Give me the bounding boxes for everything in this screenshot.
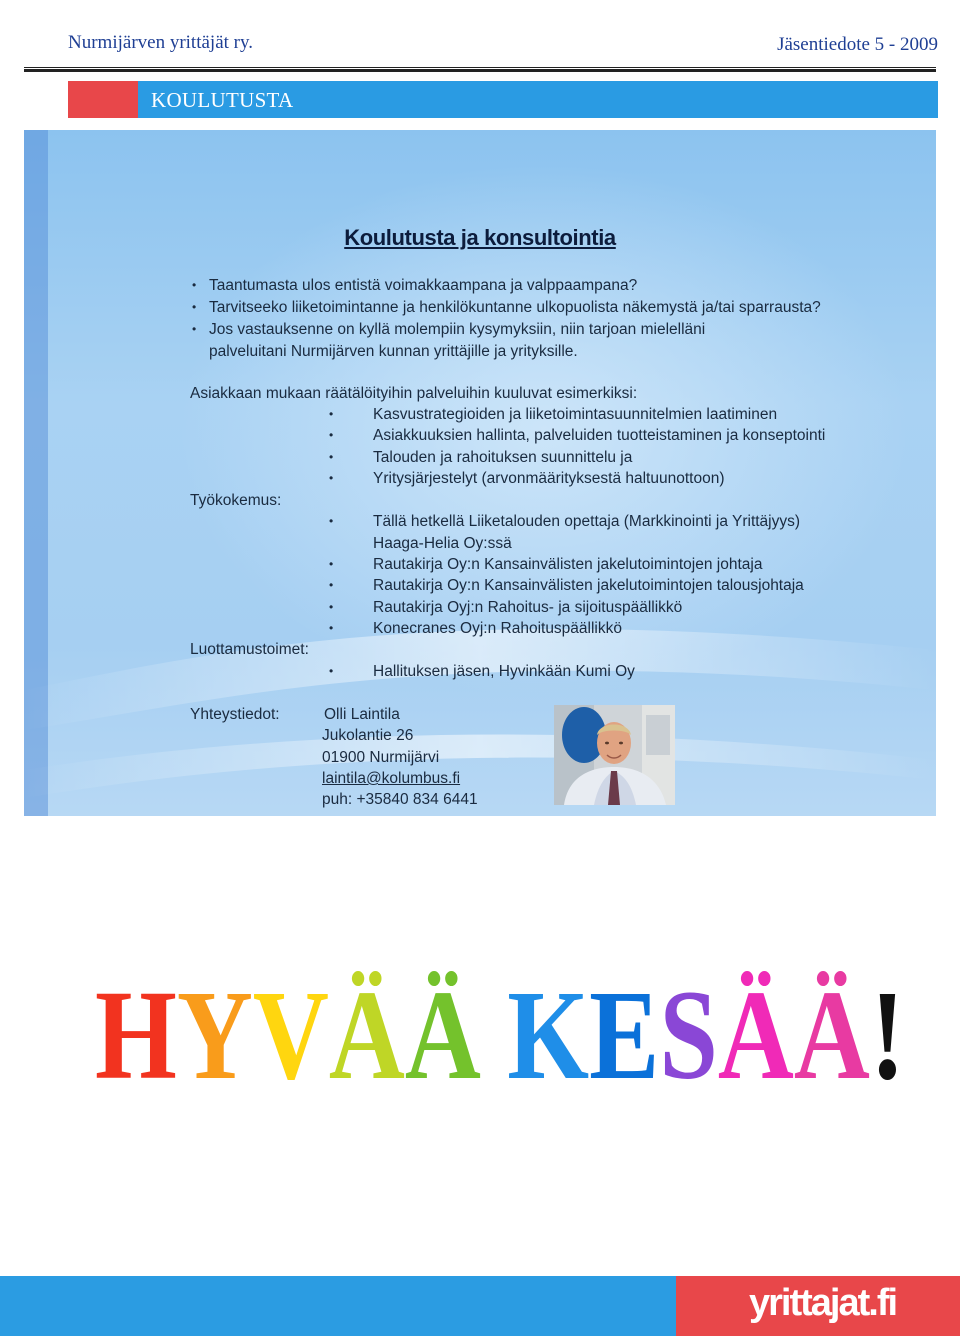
bullet-icon: • — [329, 450, 334, 464]
experience-item: Konecranes Oyj:n Rahoituspäällikkö — [373, 620, 622, 637]
greeting-letter: V — [252, 964, 346, 1100]
experience-item: Rautakirja Oyj:n Rahoitus- ja sijoituspäällikkö — [373, 599, 683, 616]
page-header — [0, 0, 960, 70]
contact-phone: puh: +35840 834 6441 — [322, 791, 478, 808]
section-bar-accent — [68, 81, 138, 118]
bullet-icon: • — [329, 578, 334, 592]
greeting-letter: S — [659, 964, 731, 1100]
intro-bullet: Tarvitseeko liiketoimintanne ja henkilökuntanne ulkopuolista näkemystä ja/tai sparrausta? — [209, 299, 821, 316]
greeting-letter: H — [95, 964, 195, 1100]
section-title: KOULUTUSTA — [151, 88, 294, 112]
section-bar — [68, 81, 938, 118]
bullet-icon: • — [329, 557, 334, 571]
bullet-icon: • — [329, 621, 334, 635]
experience-item: Rautakirja Oy:n Kansainvälisten jakelutoimintojen talousjohtaja — [373, 577, 804, 594]
positions-label: Luottamustoimet: — [190, 641, 309, 658]
bullet-icon: • — [192, 278, 197, 292]
greeting-space — [481, 964, 507, 1100]
service-item: Asiakkuuksien hallinta, palveluiden tuotteistaminen ja konseptointi — [373, 427, 826, 444]
intro-bullet-continuation: palveluitani Nurmijärven kunnan yrittäjille ja yrityksille. — [209, 343, 578, 360]
intro-bullet: Jos vastauksenne on kyllä molempiin kysymyksiin, niin tarjoan mielelläni — [209, 321, 706, 338]
experience-item-continuation: Haaga-Helia Oy:ssä — [373, 535, 512, 552]
greeting-letter: Ä — [404, 964, 498, 1100]
bullet-icon: • — [329, 471, 334, 485]
article-panel — [24, 130, 936, 816]
bullet-icon: • — [192, 322, 197, 336]
greeting-art — [95, 950, 905, 1100]
bullet-icon: • — [329, 664, 334, 678]
service-item: Kasvustrategioiden ja liiketoimintasuunnitelmien laatiminen — [373, 406, 778, 423]
header-rule — [24, 67, 936, 68]
footer-brand-logo[interactable]: yrittajat.fi — [749, 1282, 897, 1324]
intro-bullet: Taantumasta ulos entistä voimakkaampana ja valppaampana? — [209, 277, 638, 294]
issue-label: Jäsentiedote 5 - 2009 — [777, 34, 938, 55]
bullet-icon: • — [329, 600, 334, 614]
services-lead: Asiakkaan mukaan räätälöityihin palveluihin kuuluvat esimerkiksi: — [190, 385, 638, 402]
contact-label: Yhteystiedot: — [190, 706, 280, 723]
bullet-icon: • — [329, 407, 334, 421]
bullet-icon: • — [192, 300, 197, 314]
position-item: Hallituksen jäsen, Hyvinkään Kumi Oy — [373, 663, 635, 680]
footer-bar — [0, 1276, 960, 1336]
contact-email-link[interactable]: laintila@kolumbus.fi — [322, 770, 461, 787]
greeting-text — [95, 964, 905, 1100]
greeting-letter: Ä — [328, 964, 422, 1100]
article-title: Koulutusta ja konsultointia — [344, 225, 616, 250]
greeting-letter: Ä — [717, 964, 811, 1100]
experience-item: Rautakirja Oy:n Kansainvälisten jakelutoimintojen johtaja — [373, 556, 763, 573]
portrait-photo — [554, 705, 675, 805]
contact-name: Olli Laintila — [324, 706, 400, 723]
experience-label: Työkokemus: — [190, 492, 282, 509]
greeting-letter — [870, 964, 905, 1100]
greeting-letter: Ä — [793, 964, 887, 1100]
greeting-banner — [95, 950, 905, 1100]
contact-city: 01900 Nurmijärvi — [322, 749, 440, 766]
greeting-letter: K — [507, 964, 607, 1100]
bullet-icon: • — [329, 428, 334, 442]
greeting-letter: Y — [176, 964, 270, 1100]
experience-item: Tällä hetkellä Liiketalouden opettaja (Markkinointi ja Yrittäjyys) — [373, 513, 801, 530]
bullet-icon: • — [329, 514, 334, 528]
service-item: Yritysjärjestelyt (arvonmäärityksestä haltuunottoon) — [373, 470, 725, 487]
service-item: Talouden ja rahoituksen suunnittelu ja — [373, 449, 633, 466]
greeting-letter: E — [589, 964, 675, 1100]
contact-street: Jukolantie 26 — [322, 727, 414, 744]
header-rule-thick — [24, 69, 936, 72]
organization-name: Nurmijärven yrittäjät ry. — [68, 32, 254, 53]
